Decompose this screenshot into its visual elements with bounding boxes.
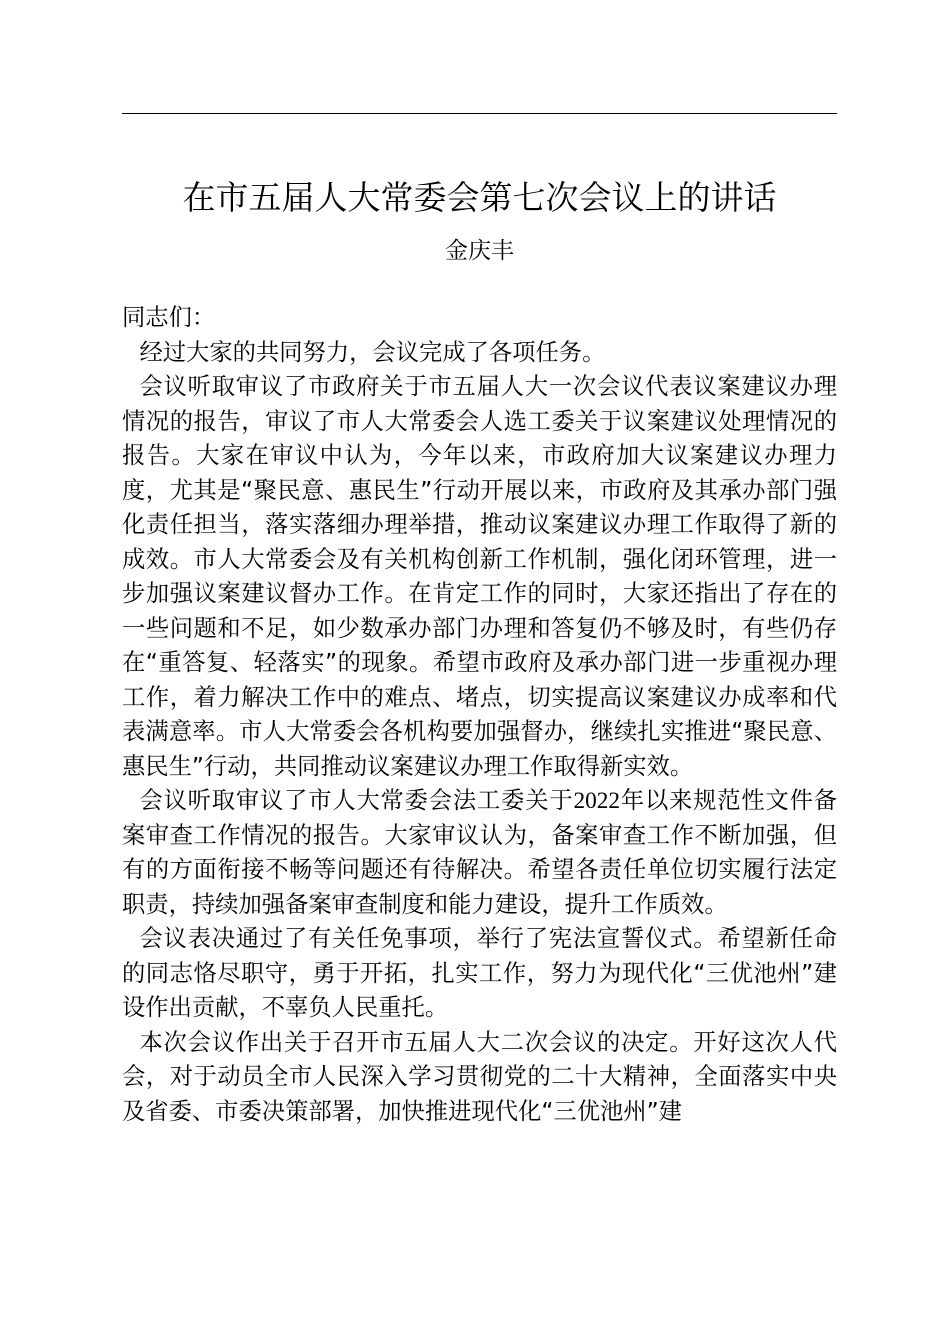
year-number: 2022 (573, 788, 621, 814)
paragraph (122, 784, 837, 922)
paragraph: 会议听取审议了市政府关于市五届人大一次会议代表议案建议办理情况的报告，审议了市人大常委会人选工委关于议案建议处理情况的报告。大家在审议中认为，今年以来，市政府加大议案建议办理力度，尤其是“聚民意、惠民生”行动开展以来，市政府及其承办部门强化责任担当，落实落细办理举措，推动议案建议办理工作取得了新的成效。市人大常委会及有关机构创新工作机制，强化闭环管理，进一步加强议案建议督办工作。在肯定工作的同时，大家还指出了存在的一些问题和不足，如少数承办部门办理和答复仍不够及时，有些仍存在“重答复、轻落实”的现象。希望市政府及承办部门进一步重视办理工作，着力解决工作中的难点、堵点，切实提高议案建议办成率和代表满意率。市人大常委会各机构要加强督办，继续扎实推进“聚民意、惠民生”行动，共同推动议案建议办理工作取得新实效。 (122, 373, 837, 780)
paragraph: 经过大家的共同努力，会议完成了各项任务。 (139, 338, 606, 366)
greeting: 同志们： (122, 304, 216, 331)
paragraph: 本次会议作出关于召开市五届人大二次会议的决定。开好这次人代会，对于动员全市人民深入学习贯彻党的二十大精神，全面落实中央及省委、市委决策部署，加快推进现代化“三优池州”建 (122, 1028, 837, 1125)
paragraph-text-end: 年以来规范性文件备案审查工作情况的报告。大家审议认为，备案审查工作不断加强，但有的方面衔接不畅等问题还有待解决。希望各责任单位切实履行法定职责，持续加强备案审查制度和能力建设，提升工作质效。 (122, 787, 838, 918)
speech-title: 在市五届人大常委会第七次会议上的讲话 (182, 178, 777, 217)
paragraph: 会议表决通过了有关任免事项，举行了宪法宣誓仪式。希望新任命的同志恪尽职守，勇于开拓，扎实工作，努力为现代化“三优池州”建设作出贡献，不辜负人民重托。 (122, 925, 837, 1021)
header-rule (122, 113, 837, 114)
speaker-name: 金庆丰 (445, 238, 514, 264)
paragraph-text-start: 会议听取审议了市人大常委会法工委关于 (139, 787, 574, 814)
speech-body (122, 301, 837, 1129)
